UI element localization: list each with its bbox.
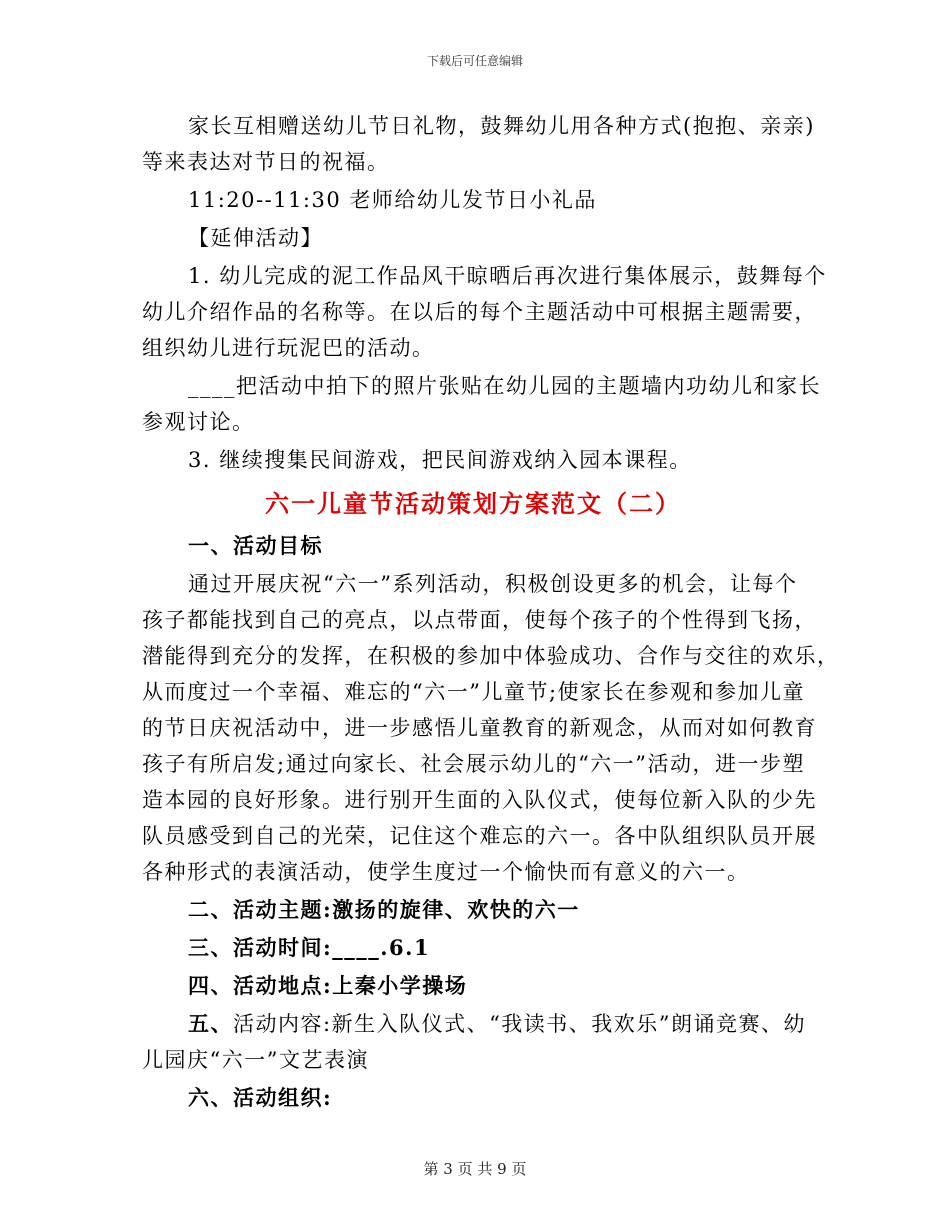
- goal-line: 造本园的良好形象。进行别开生面的入队仪式，使每位新入队的少先: [142, 788, 817, 812]
- goal-line: 各种形式的表演活动，使学生度过一个愉快而有意义的六一。: [142, 860, 750, 884]
- paragraph-line: 参观讨论。: [142, 410, 255, 434]
- goal-line: 的节日庆祝活动中，进一步感悟儿童教育的新观念，从而对如何教育: [142, 716, 817, 740]
- paragraph-line: 组织幼儿进行玩泥巴的活动。: [142, 336, 435, 360]
- page-footer: 第 3 页 共 9 页: [423, 1160, 527, 1178]
- heading-activity-theme: 二、活动主题:激扬的旋律、欢快的六一: [188, 897, 580, 922]
- goal-line: 通过开展庆祝“六一”系列活动，积极创设更多的机会，让每个: [188, 572, 798, 596]
- page-header: 下载后可任意编辑: [426, 54, 523, 68]
- section-label: 【延伸活动】: [188, 226, 323, 250]
- heading-text: 活动内容:新生入队仪式、“我读书、我欢乐”朗诵竞赛、幼: [233, 1012, 807, 1036]
- heading-activity-organization: 六、活动组织:: [188, 1085, 333, 1110]
- heading-activity-goal: 一、活动目标: [188, 533, 323, 558]
- heading-activity-content: [142, 1006, 807, 1042]
- goal-line: 潜能得到充分的发挥，在积极的参加中体验成功、合作与交往的欢乐，: [142, 644, 840, 668]
- goal-line: 孩子都能找到自己的亮点，以点带面，使每个孩子的个性得到飞扬，: [142, 608, 817, 632]
- list-item-2: ____把活动中拍下的照片张贴在幼儿园的主题墙内功幼儿和家长: [188, 374, 821, 398]
- paragraph: 11:20--11:30 老师给幼儿发节日小礼品: [188, 188, 597, 212]
- heading-number: 五、: [188, 1011, 233, 1036]
- document-title: 六一儿童节活动策划方案范文（二）: [265, 489, 681, 518]
- paragraph-line: 家长互相赠送幼儿节日礼物，鼓舞幼儿用各种方式(抱抱、亲亲): [188, 114, 815, 138]
- paragraph-line: 幼儿介绍作品的名称等。在以后的每个主题活动中可根据主题需要，: [142, 300, 817, 324]
- list-item-3: 3. 继续搜集民间游戏，把民间游戏纳入园本课程。: [188, 448, 692, 472]
- paragraph-line: 等来表达对节日的祝福。: [142, 150, 390, 174]
- heading-activity-location: 四、活动地点:上秦小学操场: [188, 973, 468, 998]
- list-item-1: 1. 幼儿完成的泥工作品风干晾晒后再次进行集体展示，鼓舞每个: [188, 264, 827, 288]
- goal-line: 孩子有所启发;通过向家长、社会展示幼儿的“六一”活动，进一步塑: [142, 752, 806, 776]
- heading-activity-time: 三、活动时间:____.6.1: [188, 935, 431, 960]
- goal-line: 队员感受到自己的光荣，记住这个难忘的六一。各中队组织队员开展: [142, 824, 817, 848]
- document-body: [142, 108, 840, 1116]
- goal-line: 从而度过一个幸福、难忘的“六一”儿童节;使家长在参观和参加儿童: [142, 680, 806, 704]
- paragraph-line: 儿园庆“六一”文艺表演: [142, 1048, 369, 1072]
